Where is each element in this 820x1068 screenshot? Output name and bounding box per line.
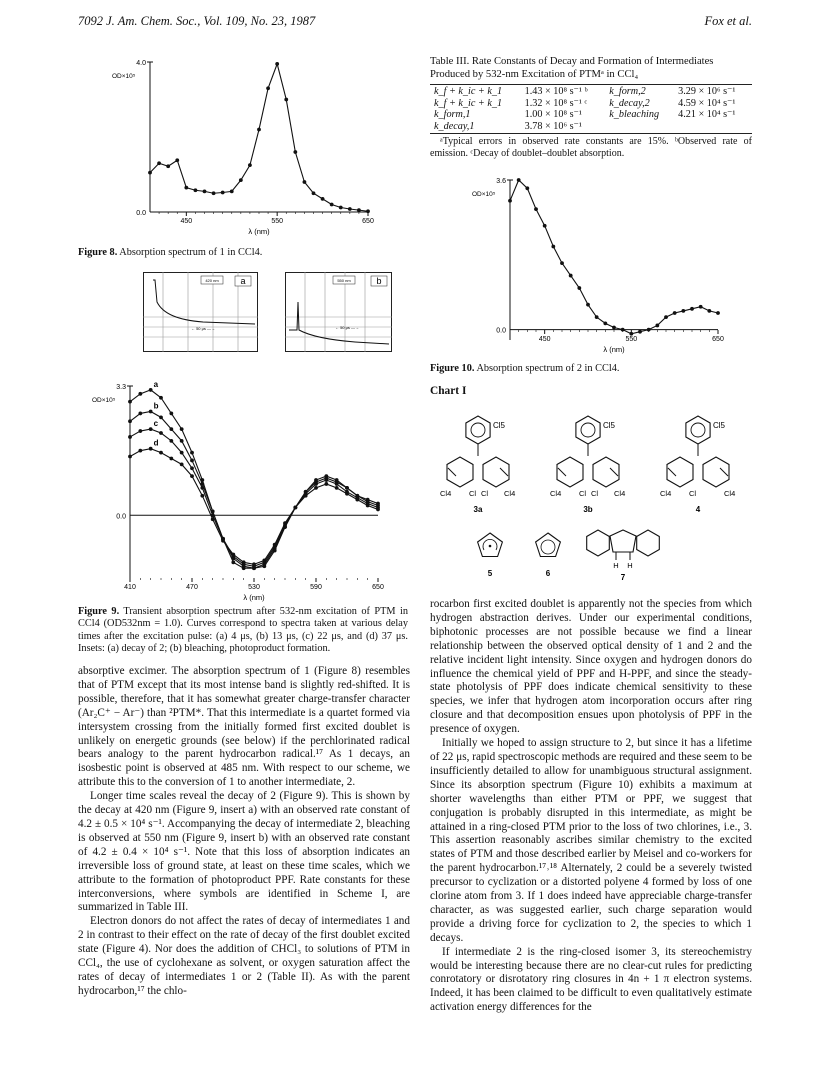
data-point-a [169,412,173,416]
table-cell: k_form,1 [434,109,471,121]
data-point-c [314,482,318,486]
data-point-a [128,400,132,404]
radical-dot [489,545,492,548]
data-point [266,86,270,90]
data-point [157,161,161,165]
data-point [716,311,720,315]
data-point-d [345,492,349,496]
y-zero-label: 0.0 [116,513,126,521]
data-point-d [314,486,318,490]
table-row [430,86,752,98]
data-point [175,158,179,162]
compound-number: 5 [487,569,493,578]
journal-header: 7092 J. Am. Chem. Soc., Vol. 109, No. 23, 1987 [78,14,316,28]
right-column-text [430,598,752,1015]
left-paragraph-2: Longer time scales reveal the decay of 2 (Figure 9). This is shown by the decay at 420 nm (Figure 9, insert a) with an observed rate constant of 4.2 ± 0.5 × 10⁴ s⁻¹. Accompanying the decay of intermediate 2, bleaching is observed at 550 nm (Figure 9, insert b) with an observed rate constant of 4.2 ± 0.4 × 10⁴ s⁻¹. Note that this loss of absorption indicates an irreversible loss of ground state, at least on these time scales, which we attribute to the formation of photoproduct PPF. Rate constants for these interconversions, where symbols are identified in Scheme I, are summarized in Table III. [78,790,410,914]
figure-9-caption [78,606,408,656]
data-point-d [138,449,142,453]
data-point [577,286,581,290]
data-point [339,206,343,210]
right-paragraph-3: If intermediate 2 is the ring-closed isomer 3, its stereochemistry would be interesting because there are no clear-cut rules for predicting conrotatory or disrotatory ring closures in 4n + 1 π electron systems. Indeed, it has been claimed to be difficult to even qualitatively estimate activation energy differences for the [430,945,752,1014]
x-axis-label: λ (nm) [603,345,625,354]
data-point [221,191,225,195]
data-point [690,307,694,311]
series-line-a [130,390,378,568]
cl-right-label: Cl4 [724,489,736,498]
data-point-d [149,447,153,451]
data-point [293,150,297,154]
data-point [629,332,633,336]
y-axis-label: OD×10⁵ [92,397,116,404]
data-point [257,128,261,132]
table-cell: k_f + k_ic + k_1 [434,97,503,109]
data-point [664,315,668,319]
cl-mid-label: Cl [579,489,587,498]
inset-b-letter: b [376,276,382,286]
data-point-c [335,482,339,486]
inset-a-letter: a [240,276,246,286]
table-row [430,121,752,133]
data-point-d [200,494,204,498]
x-tick-label: 550 [271,218,284,225]
ring [637,530,660,556]
inset-a-trace [153,280,255,324]
y-top-label: 4.0 [136,60,146,67]
data-point [681,309,685,313]
inset-a [143,272,258,352]
figure-10-label: Figure 10. [430,363,475,374]
phenyl-ring [576,416,600,444]
data-point [525,186,529,190]
data-point [586,303,590,307]
figure-9-chart [78,378,408,606]
table-row [430,109,752,121]
x-tick-label: 650 [362,218,374,225]
chart-1-structures [430,398,752,588]
x-tick-label: 590 [310,584,322,591]
data-point [551,245,555,249]
data-point-c [200,486,204,490]
chart-1-title: Chart I [430,385,467,397]
data-point [194,188,198,192]
y-top-label: 3.6 [496,178,506,185]
series-label-d: d [153,438,159,448]
data-point [284,98,288,102]
x-tick-label: 450 [180,218,193,225]
x-tick-label: 530 [248,584,260,591]
inset-a-timescale: ← 50 μs —→ [190,326,216,331]
cl-top-label: Cl5 [603,421,616,430]
data-point-b [169,427,173,431]
data-point [707,309,711,313]
delocalization-arc [483,539,497,550]
data-point [366,209,370,213]
series-label-c: c [153,419,159,429]
data-point-c [169,439,173,443]
five-ring [610,530,636,552]
substituent-mark [610,468,618,476]
x-axis-label: λ (nm) [243,593,265,602]
data-point [638,330,642,334]
left-column-text [78,665,410,999]
data-point-b [190,459,194,463]
right-ring [703,457,729,487]
x-tick-label: 550 [625,336,638,343]
y-top-label: 3.3 [116,384,126,391]
table-cell: 4.59 × 10⁴ s⁻¹ [678,97,736,109]
cl-mid-label: Cl [689,489,697,498]
x-tick-label: 650 [372,584,384,591]
series-label-b: b [153,401,159,411]
cl-right-label: Cl4 [504,489,516,498]
left-ring [447,457,473,487]
data-point-d [221,539,225,543]
data-point [203,189,207,193]
table-cell: k_form,2 [609,86,646,97]
data-point-c [149,427,153,431]
table-3-footnote: ᵃTypical errors in observed rate constants are 15%. ᵇObserved rate of emission. ᶜDecay of doublet–doublet absorption. [430,136,752,160]
data-point-c [180,451,184,455]
data-point-a [149,388,153,392]
y-zero-label: 0.0 [136,210,146,217]
data-point-c [159,431,163,435]
figure-8-caption [78,247,408,259]
cl-mid-label: Cl [591,489,599,498]
left-paragraph-3: Electron donors do not affect the rates of decay of intermediates 1 and 2 in contrast to their effect on the rate of decay of the first doublet excited state (Figure 4). Nor does the addition of CHCl₃ to solutions of PTM in CCl₄, the use of cyclohexane as solvent, or oxygen saturation affect the rates of decay of intermediates 1 or 2 (Table II). As with the parent hydrocarbon,¹⁷ the chlo- [78,915,410,997]
data-point-b [345,486,349,490]
data-point [603,321,607,325]
table-row [430,98,752,110]
data-point [699,305,703,309]
series-line [510,180,718,334]
data-point-c [128,435,132,439]
left-ring [667,457,693,487]
data-point [230,189,234,193]
data-point-a [190,451,194,455]
table-cell: 1.32 × 10⁸ s⁻¹ ᶜ [524,97,588,109]
series-label-a: a [153,379,159,389]
substituent-mark [558,468,566,476]
y-axis-label: OD×10⁵ [112,73,136,80]
substituent-mark [668,468,676,476]
data-point-d [376,508,380,512]
left-paragraph-1: absorptive excimer. The absorption spectrum of 1 (Figure 8) resembles that of PTM except that its most intense band is slightly red-shifted. It is possible, therefore, that it has somewhat greater charge-transfer character (Ar₂C⁺ − Ar⁻) than ²PTM*. That this intermediate is a quartet formed via intersystem crossing from the initially formed first excited doublet is unlikely on energetic grounds (see below) if the perchlorinated radical bears analogy to the parent hydrocarbon radical.¹⁷ As 1 decays, an isosbestic point is observed at 485 nm. With respect to our scheme, we attribute this to the conversion of 1 to another intermediate, 2. [78,665,410,789]
data-point [357,208,361,212]
x-tick-label: 650 [712,336,724,343]
figure-9-label: Figure 9. [78,606,120,617]
figure-8-chart [78,52,398,247]
data-point [508,199,512,203]
compound-number: 6 [545,569,551,578]
data-point-b [180,439,184,443]
ring [587,530,610,556]
cl-right-label: Cl4 [614,489,626,498]
data-point-c [138,429,142,433]
data-point-d [231,553,235,557]
substituent-mark [448,468,456,476]
table-cell: k_decay,2 [609,97,650,109]
data-point-d [180,462,184,466]
figure-10-caption-text: Absorption spectrum of 2 in CCl4. [474,363,620,374]
inset-a-wavelength: 420 nm [205,278,219,283]
table-cell [605,121,674,133]
data-point-d [242,560,246,564]
data-point [248,163,252,167]
data-point-c [324,478,328,482]
figure-9-caption-text: Transient absorption spectrum after 532-nm excitation of PTM in CCl4 (OD532nm = 1.0). Curves correspond to spectra taken at various delay times after the excitation pulse: (a) 4 μs, (b) 13 μs, (c) 22 μs, and (d) 37 μs. Insets: (a) decay of 2; (b) bleaching, photoproduct formation. [78,606,408,655]
cl-top-label: Cl5 [493,421,506,430]
table-cell: 1.43 × 10⁸ s⁻¹ ᵇ [524,86,588,97]
table-3 [430,84,752,160]
data-point-d [169,457,173,461]
table-3-title: Table III. Rate Constants of Decay and Formation of Intermediates Produced by 532-nm Excitation of PTMᵃ in CCl₄ [430,56,714,80]
data-point [543,224,547,228]
right-ring [483,457,509,487]
data-point-d [128,455,132,459]
inset-b-trace [289,302,389,344]
data-point-d [190,474,194,478]
data-point [275,62,279,66]
data-point-d [293,506,297,510]
table-cell: 1.00 × 10⁸ s⁻¹ [524,109,582,121]
data-point-d [159,451,163,455]
table-cell [674,121,752,133]
data-point [621,328,625,332]
data-point-a [159,396,163,400]
data-point-d [324,482,328,486]
data-point [612,326,616,330]
data-point [595,315,599,319]
aromatic-circle [581,423,595,437]
phenyl-ring [466,416,490,444]
table-cell: 3.29 × 10⁶ s⁻¹ [678,86,736,97]
cl-left-label: Cl4 [660,489,672,498]
figure-10-chart [430,168,750,363]
cl-left-label: Cl4 [550,489,562,498]
table-cell: 4.21 × 10⁴ s⁻¹ [678,109,736,121]
data-point-a [138,392,142,396]
data-point [534,207,538,211]
compound-number: 7 [620,573,626,582]
data-point-d [355,498,359,502]
cl-mid-label: Cl [469,489,477,498]
figure-8-label: Figure 8. [78,247,118,258]
aromatic-circle [471,423,485,437]
cl-mid-label: Cl [481,489,489,498]
left-ring [557,457,583,487]
right-paragraph-2: Initially we hoped to assign structure to 2, but since it has a lifetime of 22 μs, rapid spectroscopic methods are required and these seem to be insufficiently detailed to allow for unambiguous structural assignment. Since its absorption spectrum (Figure 10) exhibits a maximum at shorter wavelengths than either PTM or PPF, we suggest that conjugation is probably disrupted in this intermediate, as might be attained in a ring-closed PTM prior to the loss of two chlorines, i.e., 3. This assertion reasonably ascribes similar chemistry to the excited states of PTM and those described earlier by Meisel and co-workers for the parent hydrocarbon.¹⁷˒¹⁸ Alternately, 2 could be a severely twisted precursor to cyclization or a distorted polyene 4 formed by loss of one clorine atom from 3. If 1 does indeed have appreciable charge-transfer character, as was suggested earlier, such charge separation would provide a driving force for cyclization to 2, the species to which 1 decays. [430,737,752,944]
data-point [569,274,573,278]
data-point [647,328,651,332]
series-line-d [130,449,378,565]
data-point-d [262,558,266,562]
data-point [212,191,216,195]
cl-top-label: Cl5 [713,421,726,430]
data-point [655,324,659,328]
compound-number: 4 [695,505,701,514]
data-point-d [211,517,215,521]
figure-8-caption-text: Absorption spectrum of 1 in CCl4. [117,247,263,258]
table-cell: k_decay,1 [434,120,475,132]
substituent-mark [500,468,508,476]
x-tick-label: 410 [124,584,136,591]
x-axis-label: λ (nm) [248,227,270,236]
phenyl-ring [686,416,710,444]
compound-number: 3b [583,505,593,514]
data-point [184,186,188,190]
substituent-mark [720,468,728,476]
table-cell: 3.78 × 10⁶ s⁻¹ [524,120,582,132]
data-point [148,171,152,175]
data-point [239,178,243,182]
data-point [330,203,334,207]
inset-b-timescale: ← 50 μs —→ [334,325,360,330]
aromatic-circle [691,423,705,437]
y-zero-label: 0.0 [496,327,506,335]
data-point-b [138,412,142,416]
data-point-d [283,521,287,525]
data-point [312,191,316,195]
series-line-c [130,429,378,566]
x-tick-label: 450 [538,336,551,343]
data-point-a [231,560,235,564]
data-point-b [128,419,132,423]
figure-10-caption [430,363,752,375]
right-paragraph-1: rocarbon first excited doublet is apparently not the species from which hydrogen abstraction derives. Under our experimental conditions, biphotonic processes are not possible because we find a linear relationship between the observed optical density of 1 and 2 and the relative incident light intensity. Since oxygen and hydrogen donors do influence the chemical yield of PPF and H-PPF, and since the steady-state photolysis of PPF does indicate chemical sensitivity to these species, we infer that hydrogen atom incorporation occurs after ring closure and that decomposition ensues upon photolysis of PPF in the presence of oxygen. [430,598,752,736]
cyclopentadienyl-ring [536,533,561,557]
data-point [517,178,521,182]
table-cell: k_f + k_ic + k_1 [434,86,503,97]
hydrogen-label: H [613,561,619,570]
data-point-d [252,562,256,566]
data-point-a [180,427,184,431]
aromatic-circle [541,540,555,554]
data-point-d [335,486,339,490]
table-cell: k_bleaching [609,109,660,121]
data-point-b [159,415,163,419]
data-point [166,164,170,168]
data-point-d [366,504,370,508]
data-point-c [190,466,194,470]
right-ring [593,457,619,487]
data-point-d [304,494,308,498]
data-point [321,197,325,201]
cl-left-label: Cl4 [440,489,452,498]
data-point-b [149,410,153,414]
compound-number: 3a [473,505,483,514]
hydrogen-label: H [627,561,633,570]
x-tick-label: 470 [186,584,198,591]
data-point [303,180,307,184]
y-axis-label: OD×10⁵ [472,191,496,198]
inset-b [285,272,392,352]
series-line [150,64,368,211]
data-point-d [273,543,277,547]
author-header: Fox et al. [704,14,752,28]
data-point [560,261,564,265]
data-point [348,207,352,211]
data-point [673,311,677,315]
inset-b-wavelength: 550 nm [337,278,351,283]
